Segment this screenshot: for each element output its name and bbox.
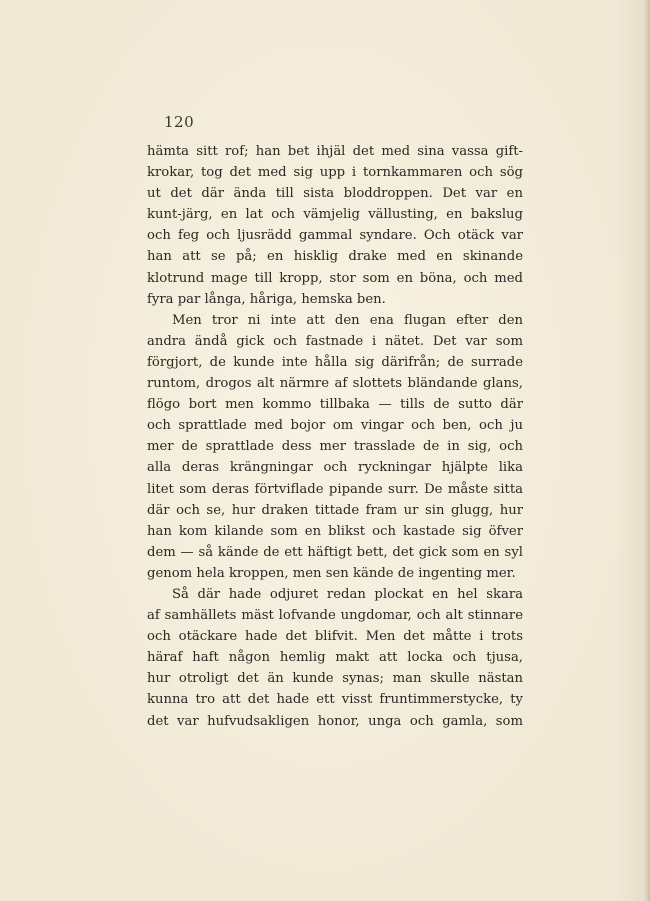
text-line: han att se på; en hisklig drake med en skinande <box>147 249 523 265</box>
text-line: och sprattlade med bojor om vingar och ben, och ju <box>147 418 523 434</box>
text-line: kunna tro att det hade ett visst fruntimmerstycke, ty <box>147 692 523 708</box>
text-line: flögo bort men kommo tillbaka — tills de sutto där <box>147 397 523 413</box>
text-line: af samhällets mäst lofvande ungdomar, och alt stinnare <box>147 608 523 624</box>
page-edge-shadow <box>644 0 650 901</box>
text-line: litet som deras förtviflade pipande surr. De måste sitta <box>147 481 523 497</box>
text-line: runtom, drogos alt närmre af slottets bländande glans, <box>147 376 523 392</box>
text-line: Så där hade odjuret redan plockat en hel skara <box>172 586 523 602</box>
text-line: krokar, tog det med sig upp i tornkammaren och sög <box>147 165 523 181</box>
text-line: där och se, hur draken tittade fram ur sin glugg, hur <box>147 502 523 518</box>
text-line: häraf haft någon hemlig makt att locka och tjusa, <box>147 650 523 666</box>
text-line: fyra par långa, håriga, hemska ben. <box>147 291 386 307</box>
text-line: och otäckare hade det blifvit. Men det måtte i trots <box>147 629 523 645</box>
text-line: ut det där ända till sista bloddroppen. Det var en <box>147 186 523 202</box>
text-line: han kom kilande som en blikst och kastade sig öfver <box>147 523 523 539</box>
text-line: mer de sprattlade dess mer trasslade de in sig, och <box>147 439 523 455</box>
text-line: genom hela kroppen, men sen kände de ingenting mer. <box>147 565 516 581</box>
text-line: dem — så kände de ett häftigt bett, det gick som en syl <box>147 544 523 560</box>
text-line: andra ändå gick och fastnade i nätet. Det var som <box>147 333 523 349</box>
text-line: Men tror ni inte att den ena flugan efter den <box>172 312 523 328</box>
page-number: 120 <box>164 113 195 131</box>
text-line: och feg och ljusrädd gammal syndare. Och otäck var <box>147 228 523 244</box>
text-line: kunt-järg, en lat och vämjelig vällusting, en bakslug <box>147 207 523 223</box>
text-line: det var hufvudsakligen honor, unga och gamla, som <box>147 713 523 729</box>
text-line: alla deras krängningar och ryckningar hjälpte lika <box>147 460 523 476</box>
text-line: förgjort, de kunde inte hålla sig därifrån; de surrade <box>147 354 523 370</box>
text-line: hur otroligt det än kunde synas; man skulle nästan <box>147 671 523 687</box>
body-text <box>147 141 523 732</box>
text-line: klotrund mage till kropp, stor som en böna, och med <box>147 270 523 286</box>
text-line: hämta sitt rof; han bet ihjäl det med sina vassa gift- <box>147 144 523 159</box>
